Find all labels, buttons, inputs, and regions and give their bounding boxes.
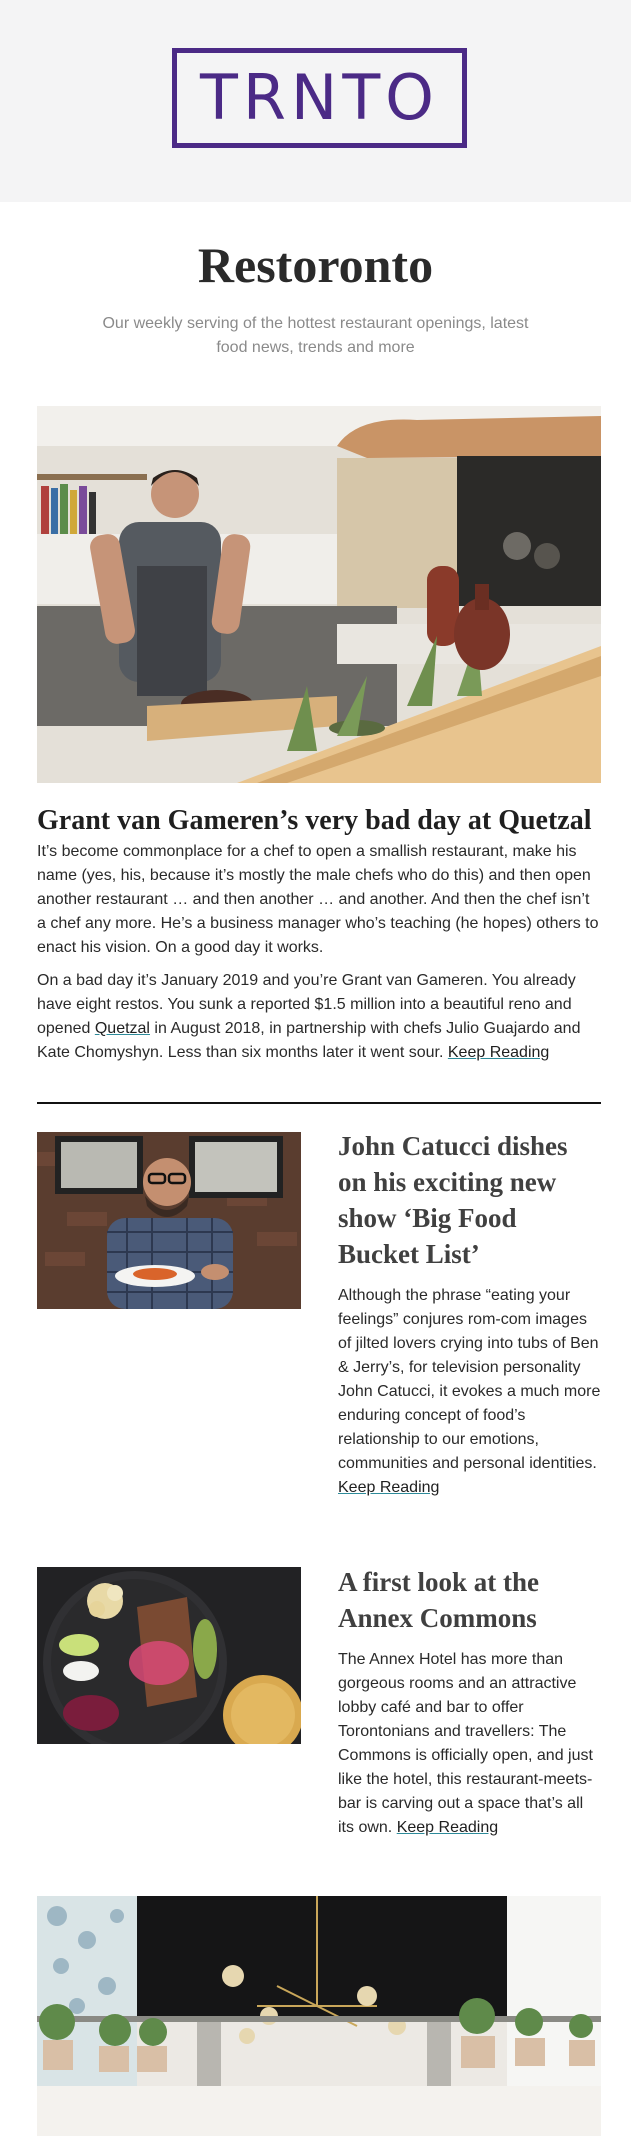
- main-story-image[interactable]: [37, 406, 601, 783]
- paragraph-2-text-end: in August 2018, in partnership with chefs Julio Guajardo and Kate Chomyshyn. Less than six months later it went sour.: [37, 1020, 581, 1061]
- chef-kitchen-photo: [37, 406, 601, 783]
- header-banner: [0, 0, 631, 202]
- story-3-headline[interactable]: A first look at the Annex Commons: [338, 1567, 539, 1633]
- story-2-body: [338, 1284, 601, 1500]
- story-3-keep-reading-link[interactable]: Keep Reading: [396, 1819, 499, 1836]
- story-2-headline[interactable]: John Catucci dishes on his exciting new show ‘Big Food Bucket List’: [338, 1131, 568, 1269]
- story-3-body-text: The Annex Hotel has more than gorgeous rooms and an attractive lobby café and bar to offer Torontonians and travellers: The Commons is officially open, and just like the hotel, this restaurant-meets-bar is carving out a space that’s all its own.: [338, 1651, 593, 1836]
- story-3-image[interactable]: [37, 1567, 301, 1744]
- catucci-photo: [37, 1132, 301, 1309]
- story-2-keep-reading-link[interactable]: Keep Reading: [338, 1479, 440, 1496]
- page-subtitle: Our weekly serving of the hottest restaurant openings, latest food news, trends and more: [102, 315, 529, 356]
- paragraph-2-text-start: On a bad day it’s January 2019 and you’re Grant van Gameren. You already have eight restos. You sunk a reported $1.5 million into a beautiful reno and opened: [37, 972, 576, 1037]
- main-story-paragraph-2: [37, 969, 601, 1065]
- logo-text: TRNTO: [199, 61, 439, 134]
- main-story-keep-reading-link[interactable]: Keep Reading: [447, 1044, 550, 1061]
- main-story-paragraph-1: It’s become commonplace for a chef to open a smallish restaurant, make his name (yes, his, because it’s mostly the male chefs who do this) and then open another restaurant … and then another … and another. And then the chef isn’t a chef any more. He’s a business manager who’s teaching (he hopes) others to enact his vision. On a good day it works.: [37, 843, 599, 956]
- page-title: Restoronto: [197, 237, 434, 293]
- story-2-body-text: Although the phrase “eating your feelings” conjures rom-com images of jilted lovers crying into tubs of Ben & Jerry’s, for television personality John Catucci, it evokes a much more enduring concept of food’s relationship to our emotions, communities and personal identities.: [338, 1287, 601, 1472]
- story-3-body: [338, 1648, 601, 1840]
- bottom-feature-image[interactable]: [37, 1896, 601, 2136]
- quetzal-link[interactable]: Quetzal: [94, 1020, 150, 1037]
- annex-dish-photo: [37, 1567, 301, 1744]
- main-story-headline[interactable]: Grant van Gameren’s very bad day at Quetzal: [37, 805, 592, 836]
- story-2-image[interactable]: [37, 1132, 301, 1309]
- trnto-logo[interactable]: [172, 48, 467, 148]
- restaurant-interior-photo: [37, 1896, 601, 2136]
- section-divider: [37, 1102, 601, 1104]
